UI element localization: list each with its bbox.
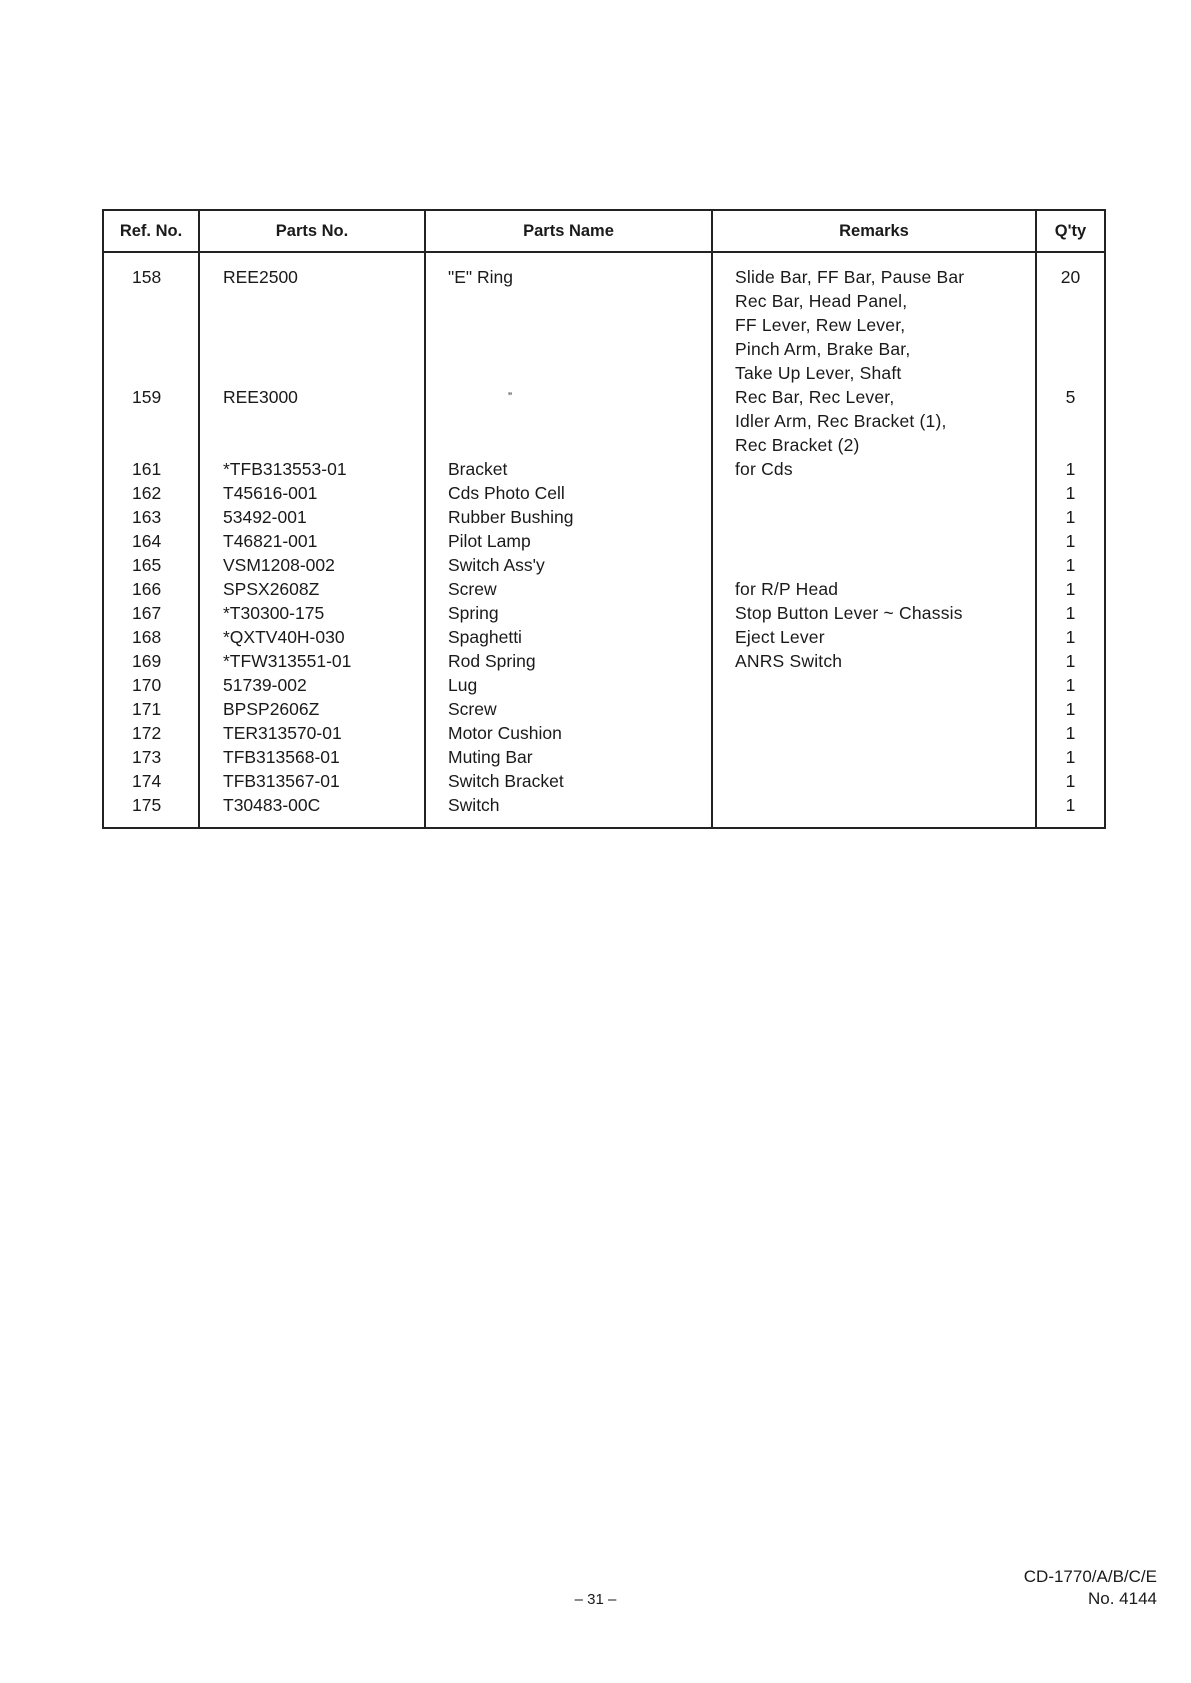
parts-name: Spaghetti <box>448 627 522 647</box>
qty: 1 <box>1065 507 1076 527</box>
remark-line: Rec Bar, Rec Lever, <box>735 387 895 407</box>
remarks-cell <box>712 577 1036 601</box>
qty-cell <box>1036 673 1105 697</box>
ref-no: 175 <box>132 795 162 815</box>
parts-name: Rod Spring <box>448 651 536 671</box>
parts-no-cell <box>199 793 425 828</box>
qty: 1 <box>1065 459 1076 479</box>
qty: 1 <box>1065 483 1076 503</box>
parts-name: Cds Photo Cell <box>448 483 565 503</box>
remark-line <box>735 505 1035 527</box>
table-row <box>103 481 1105 505</box>
parts-no: 53492-001 <box>223 507 307 527</box>
table-row <box>103 625 1105 649</box>
remark-line <box>735 745 1035 767</box>
qty: 1 <box>1065 579 1076 599</box>
parts-no: TER313570-01 <box>223 723 342 743</box>
qty-cell <box>1036 793 1105 828</box>
ref-no-cell <box>103 793 199 828</box>
qty-cell <box>1036 625 1105 649</box>
qty: 20 <box>1060 267 1081 287</box>
qty-cell <box>1036 601 1105 625</box>
table-row <box>103 697 1105 721</box>
qty-cell <box>1036 721 1105 745</box>
table-row <box>103 721 1105 745</box>
remarks-cell <box>712 529 1036 553</box>
parts-name: Switch <box>448 795 500 815</box>
ref-no: 162 <box>132 483 162 503</box>
header-qty: Q'ty <box>1036 210 1105 252</box>
ref-no: 163 <box>132 507 162 527</box>
qty: 1 <box>1065 675 1076 695</box>
parts-name-cell <box>425 649 712 673</box>
parts-no: VSM1208-002 <box>223 555 335 575</box>
remark-line: Rec Bar, Head Panel, <box>735 291 908 311</box>
parts-name-cell <box>425 529 712 553</box>
ref-no-cell <box>103 697 199 721</box>
parts-no: TFB313568-01 <box>223 747 340 767</box>
table-row <box>103 649 1105 673</box>
remark-line <box>735 769 1035 791</box>
qty-cell <box>1036 481 1105 505</box>
qty-cell <box>1036 385 1105 457</box>
ref-no-cell <box>103 673 199 697</box>
parts-no: TFB313567-01 <box>223 771 340 791</box>
parts-no-cell <box>199 529 425 553</box>
model-number: CD-1770/A/B/C/E <box>1023 1567 1157 1586</box>
ref-no-cell <box>103 505 199 529</box>
table-row <box>103 577 1105 601</box>
remarks-cell <box>712 505 1036 529</box>
ref-no-cell <box>103 721 199 745</box>
parts-no: T45616-001 <box>223 483 318 503</box>
ref-no: 159 <box>132 387 162 407</box>
parts-name: Switch Ass'y <box>448 555 545 575</box>
ref-no: 158 <box>132 267 162 287</box>
parts-no-cell <box>199 481 425 505</box>
qty-cell <box>1036 505 1105 529</box>
remarks-cell <box>712 457 1036 481</box>
table-row <box>103 553 1105 577</box>
parts-name-cell <box>425 745 712 769</box>
parts-name-cell <box>425 481 712 505</box>
remarks-cell <box>712 553 1036 577</box>
qty-cell <box>1036 577 1105 601</box>
remarks-cell <box>712 745 1036 769</box>
parts-no-cell <box>199 625 425 649</box>
parts-name: Switch Bracket <box>448 771 564 791</box>
document-number: No. 4144 <box>1088 1589 1157 1608</box>
remark-line: Eject Lever <box>735 627 825 647</box>
parts-name-cell <box>425 793 712 828</box>
parts-no-cell <box>199 385 425 457</box>
ref-no: 164 <box>132 531 162 551</box>
parts-no-cell <box>199 553 425 577</box>
parts-no-cell <box>199 252 425 385</box>
table-row <box>103 601 1105 625</box>
table-row <box>103 793 1105 828</box>
header-ref-no: Ref. No. <box>103 210 199 252</box>
parts-name-cell <box>425 505 712 529</box>
parts-name: "E" Ring <box>448 267 513 287</box>
table-body <box>103 252 1105 828</box>
ref-no-cell <box>103 625 199 649</box>
qty: 1 <box>1065 771 1076 791</box>
parts-name-cell <box>425 697 712 721</box>
parts-no: T30483-00C <box>223 795 321 815</box>
parts-no-cell <box>199 649 425 673</box>
parts-no-cell <box>199 577 425 601</box>
table-row <box>103 505 1105 529</box>
parts-name-cell <box>425 457 712 481</box>
parts-no: *TFW313551-01 <box>223 651 352 671</box>
remark-line: Take Up Lever, Shaft <box>735 363 902 383</box>
remark-line <box>735 793 1035 815</box>
remarks-cell <box>712 252 1036 385</box>
parts-list-table <box>102 209 1106 829</box>
remark-line: ANRS Switch <box>735 651 843 671</box>
remark-line <box>735 481 1035 503</box>
table-row <box>103 457 1105 481</box>
parts-name: Bracket <box>448 459 508 479</box>
remarks-cell <box>712 385 1036 457</box>
parts-no: SPSX2608Z <box>223 579 320 599</box>
remark-line <box>735 529 1035 551</box>
parts-no: T46821-001 <box>223 531 318 551</box>
remarks-cell <box>712 481 1036 505</box>
parts-name-cell <box>425 673 712 697</box>
parts-no-cell <box>199 721 425 745</box>
remark-line: Idler Arm, Rec Bracket (1), <box>735 411 947 431</box>
ref-no: 166 <box>132 579 162 599</box>
parts-no-cell <box>199 697 425 721</box>
parts-no-cell <box>199 745 425 769</box>
header-remarks: Remarks <box>712 210 1036 252</box>
remark-line <box>735 721 1035 743</box>
ref-no: 170 <box>132 675 162 695</box>
remark-line: Stop Button Lever ~ Chassis <box>735 603 963 623</box>
remark-line: Pinch Arm, Brake Bar, <box>735 339 911 359</box>
remarks-cell <box>712 601 1036 625</box>
parts-no-cell <box>199 457 425 481</box>
parts-name: Rubber Bushing <box>448 507 574 527</box>
ref-no: 168 <box>132 627 162 647</box>
remark-line: FF Lever, Rew Lever, <box>735 315 906 335</box>
document-id <box>1024 1566 1157 1610</box>
ditto-mark: ” <box>508 390 512 404</box>
parts-name: Pilot Lamp <box>448 531 531 551</box>
ref-no-cell <box>103 252 199 385</box>
remarks-cell <box>712 721 1036 745</box>
table-row <box>103 529 1105 553</box>
ref-no-cell <box>103 577 199 601</box>
parts-no-cell <box>199 769 425 793</box>
parts-no: REE3000 <box>223 387 298 407</box>
parts-no: *QXTV40H-030 <box>223 627 345 647</box>
table-row <box>103 252 1105 385</box>
qty-cell <box>1036 529 1105 553</box>
ref-no: 161 <box>132 459 162 479</box>
remarks-cell <box>712 625 1036 649</box>
remarks-cell <box>712 673 1036 697</box>
ref-no: 174 <box>132 771 162 791</box>
qty: 1 <box>1065 651 1076 671</box>
page-number: – 31 – <box>574 1591 617 1608</box>
ref-no-cell <box>103 457 199 481</box>
ref-no: 173 <box>132 747 162 767</box>
remark-line: Rec Bracket (2) <box>735 435 860 455</box>
remarks-cell <box>712 793 1036 828</box>
ref-no-cell <box>103 553 199 577</box>
remark-line: for R/P Head <box>735 579 839 599</box>
parts-no: *TFB313553-01 <box>223 459 347 479</box>
qty-cell <box>1036 457 1105 481</box>
parts-name-cell <box>425 252 712 385</box>
parts-name: Lug <box>448 675 478 695</box>
parts-no-cell <box>199 505 425 529</box>
parts-name: Motor Cushion <box>448 723 562 743</box>
parts-name-cell <box>425 769 712 793</box>
remark-line: for Cds <box>735 459 793 479</box>
remarks-cell <box>712 649 1036 673</box>
parts-name: Screw <box>448 579 497 599</box>
ref-no-cell <box>103 481 199 505</box>
qty: 1 <box>1065 795 1076 815</box>
parts-no: BPSP2606Z <box>223 699 320 719</box>
qty-cell <box>1036 697 1105 721</box>
ref-no: 165 <box>132 555 162 575</box>
qty: 1 <box>1065 627 1076 647</box>
table-header-row <box>103 210 1105 252</box>
qty: 1 <box>1065 555 1076 575</box>
parts-name-cell <box>425 553 712 577</box>
qty: 1 <box>1065 603 1076 623</box>
ref-no: 171 <box>132 699 162 719</box>
table-row <box>103 673 1105 697</box>
qty: 1 <box>1065 747 1076 767</box>
parts-name: Muting Bar <box>448 747 533 767</box>
parts-no: 51739-002 <box>223 675 307 695</box>
ref-no: 169 <box>132 651 162 671</box>
header-parts-name: Parts Name <box>425 210 712 252</box>
ref-no-cell <box>103 385 199 457</box>
parts-name-cell <box>425 625 712 649</box>
remark-line <box>735 673 1035 695</box>
parts-no-cell <box>199 673 425 697</box>
parts-name: Screw <box>448 699 497 719</box>
qty: 1 <box>1065 699 1076 719</box>
table-row <box>103 769 1105 793</box>
qty-cell <box>1036 252 1105 385</box>
qty-cell <box>1036 553 1105 577</box>
parts-no-cell <box>199 601 425 625</box>
ref-no-cell <box>103 769 199 793</box>
qty-cell <box>1036 649 1105 673</box>
remarks-cell <box>712 697 1036 721</box>
remark-line <box>735 697 1035 719</box>
table-row <box>103 385 1105 457</box>
header-parts-no: Parts No. <box>199 210 425 252</box>
parts-name-cell <box>425 385 712 457</box>
parts-no: REE2500 <box>223 267 298 287</box>
remarks-cell <box>712 769 1036 793</box>
ref-no: 172 <box>132 723 162 743</box>
ref-no-cell <box>103 529 199 553</box>
parts-name-cell <box>425 577 712 601</box>
ref-no-cell <box>103 601 199 625</box>
parts-name: Spring <box>448 603 499 623</box>
qty-cell <box>1036 769 1105 793</box>
parts-no: *T30300-175 <box>223 603 325 623</box>
qty: 1 <box>1065 531 1076 551</box>
table-row <box>103 745 1105 769</box>
ref-no-cell <box>103 649 199 673</box>
qty-cell <box>1036 745 1105 769</box>
ref-no: 167 <box>132 603 162 623</box>
qty: 1 <box>1065 723 1076 743</box>
remark-line: Slide Bar, FF Bar, Pause Bar <box>735 267 965 287</box>
ref-no-cell <box>103 745 199 769</box>
remark-line <box>735 553 1035 575</box>
qty: 5 <box>1065 387 1076 407</box>
parts-name-cell <box>425 601 712 625</box>
parts-name-cell <box>425 721 712 745</box>
